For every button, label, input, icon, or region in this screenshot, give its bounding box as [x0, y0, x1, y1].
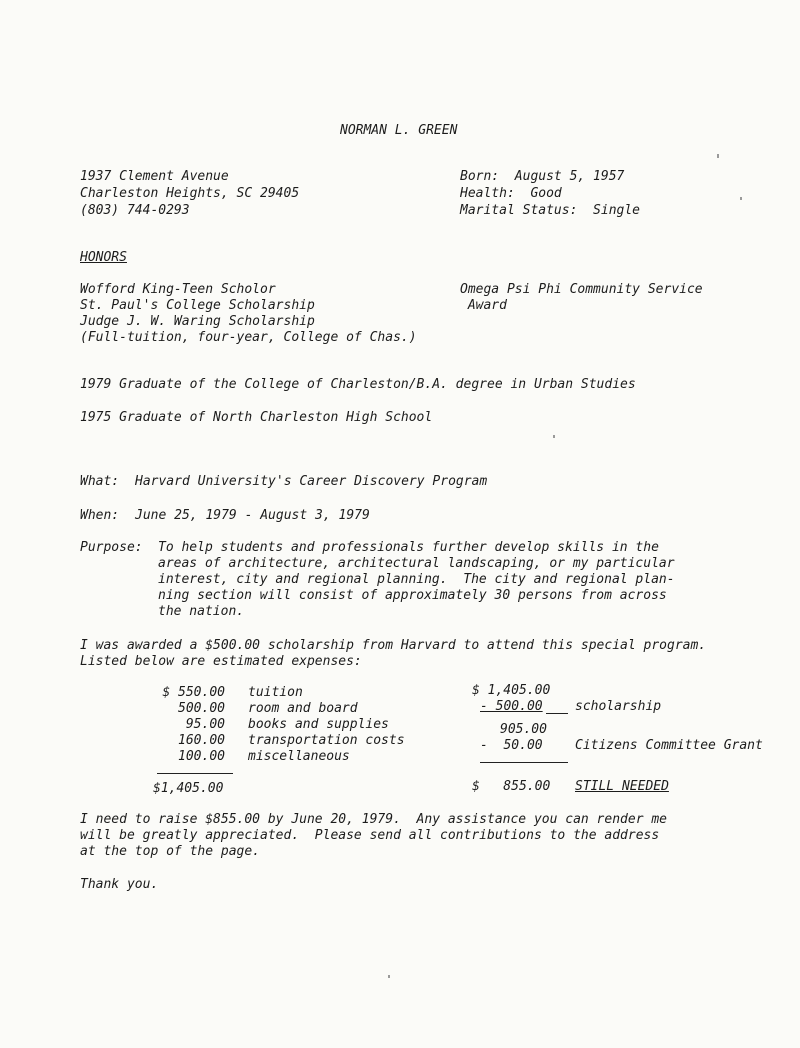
calc-subtotal: 905.00: [500, 722, 547, 737]
expenses-total: $1,405.00: [153, 781, 224, 796]
phone-line: (803) 744-0293: [80, 203, 190, 218]
scholarship-label: scholarship: [575, 699, 662, 714]
purpose-line: the nation.: [158, 604, 245, 619]
expenses-total-rule: [157, 773, 233, 774]
paper-speck: [740, 197, 742, 200]
honor-item: Judge J. W. Waring Scholarship: [80, 314, 315, 329]
purpose-line: areas of architecture, architectural landscaping, or my particular: [158, 556, 675, 571]
closing-line: will be greatly appreciated. Please send all contributions to the address: [80, 828, 660, 843]
what-value: Harvard University's Career Discovery Program: [135, 474, 488, 489]
expense-item: tuition: [248, 685, 303, 700]
expense-item: transportation costs: [248, 733, 405, 748]
marital-status-line: Marital Status: Single: [460, 203, 641, 218]
paper-speck: [388, 975, 390, 978]
expense-amount: 500.00: [178, 701, 225, 716]
expense-amount: 95.00: [185, 717, 225, 732]
closing-line: I need to raise $855.00 by June 20, 1979. Any assistance you can render me: [80, 812, 667, 827]
expense-amount: $ 550.00: [162, 685, 225, 700]
award-line: I was awarded a $500.00 scholarship from Harvard to attend this special program.: [80, 638, 707, 653]
purpose-line: To help students and professionals further develop skills in the: [158, 540, 659, 555]
paper-speck: [553, 435, 555, 438]
closing-line: at the top of the page.: [80, 844, 261, 859]
expense-item: miscellaneous: [248, 749, 350, 764]
when-value: June 25, 1979 - August 3, 1979: [135, 508, 370, 523]
expense-amount: 100.00: [178, 749, 225, 764]
education-line: 1979 Graduate of the College of Charleston/B.A. degree in Urban Studies: [80, 377, 636, 392]
honors-heading: HONORS: [80, 250, 127, 265]
purpose-line: interest, city and regional planning. The city and regional plan-: [158, 572, 675, 587]
paper-speck: [717, 154, 719, 158]
when-label: When:: [80, 508, 120, 523]
scholarship-rule: [546, 713, 568, 714]
scholarship-deduction: - 500.00: [480, 699, 543, 714]
grant-deduction: - 50.00: [480, 738, 543, 753]
what-label: What:: [80, 474, 120, 489]
honor-item: Award: [460, 298, 507, 313]
born-line: Born: August 5, 1957: [460, 169, 625, 184]
award-line: Listed below are estimated expenses:: [80, 654, 362, 669]
honor-item: (Full-tuition, four-year, College of Chas.): [80, 330, 417, 345]
thank-you: Thank you.: [80, 877, 159, 892]
honor-item: Omega Psi Phi Community Service: [460, 282, 703, 297]
purpose-label: Purpose:: [80, 540, 143, 555]
health-line: Health: Good: [460, 186, 562, 201]
page-title: NORMAN L. GREEN: [340, 123, 458, 138]
purpose-line: ning section will consist of approximately 30 persons from across: [158, 588, 667, 603]
education-line: 1975 Graduate of North Charleston High School: [80, 410, 433, 425]
honor-item: St. Paul's College Scholarship: [80, 298, 315, 313]
grant-label: Citizens Committee Grant: [575, 738, 763, 753]
address-line: 1937 Clement Avenue: [80, 169, 229, 184]
calc-start-amount: $ 1,405.00: [472, 683, 551, 698]
still-needed-amount: $ 855.00: [472, 779, 551, 794]
expense-amount: 160.00: [178, 733, 225, 748]
address-line: Charleston Heights, SC 29405: [80, 186, 300, 201]
calc-total-rule: [480, 762, 568, 763]
still-needed-label: STILL NEEDED: [575, 779, 669, 794]
expense-item: books and supplies: [248, 717, 389, 732]
expense-item: room and board: [248, 701, 358, 716]
honor-item: Wofford King-Teen Scholor: [80, 282, 276, 297]
